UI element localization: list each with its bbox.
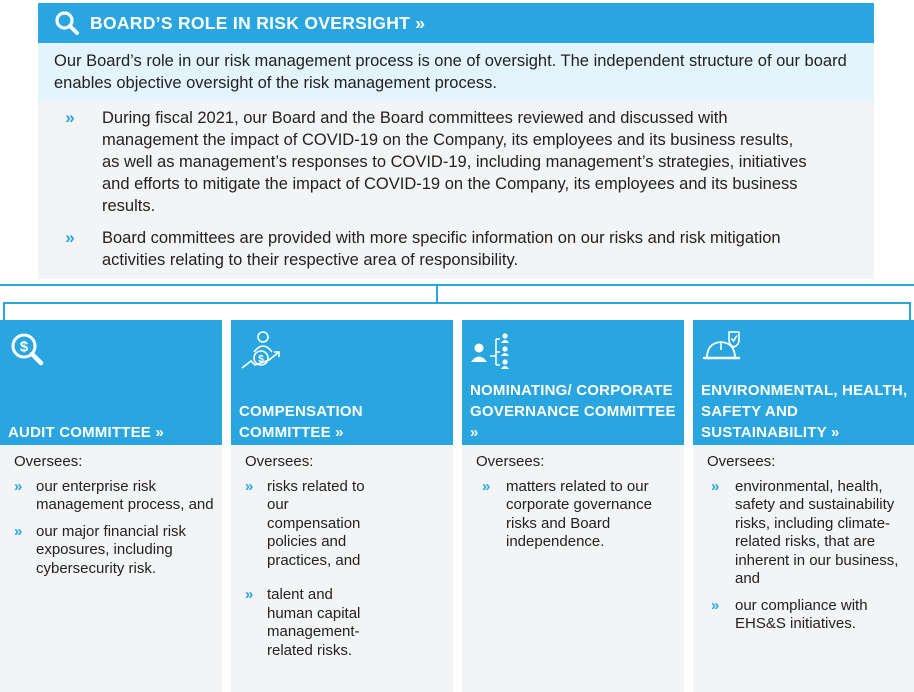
bullet-list bbox=[38, 101, 874, 279]
svg-text:$: $ bbox=[258, 354, 264, 365]
item-text: talent and human capital management-related risks. bbox=[267, 586, 361, 659]
governance-org-icon bbox=[470, 330, 510, 370]
chevron-right-icon: » bbox=[65, 108, 75, 127]
connector-line bbox=[0, 284, 914, 286]
chevron-right-icon: » bbox=[245, 586, 254, 603]
connector-line bbox=[3, 302, 911, 304]
committee-body bbox=[0, 445, 222, 692]
list-item bbox=[245, 478, 447, 571]
safety-helmet-icon bbox=[701, 330, 741, 370]
chevron-right-icon: » bbox=[14, 477, 23, 495]
intro-paragraph: Our Board’s role in our risk management process is one of oversight. The independent structure of our board enables objective oversight of the risk management process. bbox=[38, 43, 874, 101]
chevron-right-icon: » bbox=[711, 477, 720, 495]
committee-header bbox=[693, 320, 914, 445]
list-item bbox=[14, 523, 216, 579]
bullet-text: Board committees are provided with more specific information on our risks and risk mitigation activities relating to their respective area of responsibility. bbox=[102, 229, 781, 269]
item-text: our major financial risk exposures, including cybersecurity risk. bbox=[36, 522, 187, 577]
item-text: environmental, health, safety and sustainability risks, including climate-related risks, that are inherent in our business, and bbox=[735, 477, 899, 587]
committee-title: NOMINATING/ CORPORATE GOVERNANCE COMMITTEE » bbox=[470, 382, 676, 441]
chevron-right-icon: » bbox=[65, 228, 75, 247]
committee-card-nominating bbox=[462, 320, 684, 692]
search-icon bbox=[54, 10, 80, 36]
committee-card-audit bbox=[0, 320, 222, 692]
list-item bbox=[476, 478, 678, 552]
section-header bbox=[38, 3, 874, 43]
compensation-person-icon bbox=[239, 330, 279, 370]
list-item bbox=[707, 478, 908, 589]
committee-body bbox=[462, 445, 684, 692]
oversees-label: Oversees: bbox=[14, 453, 83, 470]
committee-title: AUDIT COMMITTEE » bbox=[8, 424, 164, 441]
committee-title: ENVIRONMENTAL, HEALTH, SAFETY AND SUSTAINABILITY » bbox=[701, 382, 908, 441]
committee-header bbox=[0, 320, 222, 445]
connector-line bbox=[909, 302, 911, 320]
committee-card-compensation bbox=[231, 320, 453, 692]
item-text: matters related to our corporate governance risks and Board independence. bbox=[506, 477, 652, 550]
item-text: our compliance with EHS&S initiatives. bbox=[735, 596, 868, 632]
chevron-right-icon: » bbox=[482, 477, 491, 495]
oversees-label: Oversees: bbox=[476, 453, 545, 470]
committee-card-environmental bbox=[693, 320, 914, 692]
list-item bbox=[707, 597, 908, 634]
committee-header bbox=[462, 320, 684, 445]
committee-header bbox=[231, 320, 453, 445]
list-item bbox=[245, 586, 447, 660]
chevron-right-icon: » bbox=[14, 522, 23, 540]
list-item bbox=[38, 227, 874, 271]
committee-body bbox=[231, 445, 453, 692]
list-item bbox=[14, 478, 216, 515]
svg-text:$: $ bbox=[19, 338, 29, 356]
chevron-right-icon: » bbox=[245, 477, 254, 495]
chevron-right-icon: » bbox=[711, 596, 720, 614]
item-text: risks related to our compensation policies and practices, and bbox=[267, 477, 365, 569]
section-title: BOARD’S ROLE IN RISK OVERSIGHT » bbox=[90, 12, 426, 33]
committee-title: COMPENSATION COMMITTEE » bbox=[239, 403, 363, 441]
connector-line bbox=[436, 286, 438, 302]
list-item bbox=[38, 107, 874, 217]
audit-magnifier-icon bbox=[8, 330, 48, 370]
item-text: our enterprise risk management process, and bbox=[36, 477, 214, 513]
oversees-label: Oversees: bbox=[707, 453, 776, 470]
oversees-label: Oversees: bbox=[245, 453, 314, 470]
committee-body bbox=[693, 445, 914, 692]
connector-line bbox=[3, 302, 5, 320]
bullet-text: During fiscal 2021, our Board and the Board committees reviewed and discussed with management the impact of COVID-19 on the Company, its employees and its business results, as well as management’s responses to COVID-19, including management’s strategies, initiatives and efforts to mitigate the impact of COVID-19 on the Company, its employees and its business results. bbox=[102, 109, 807, 215]
